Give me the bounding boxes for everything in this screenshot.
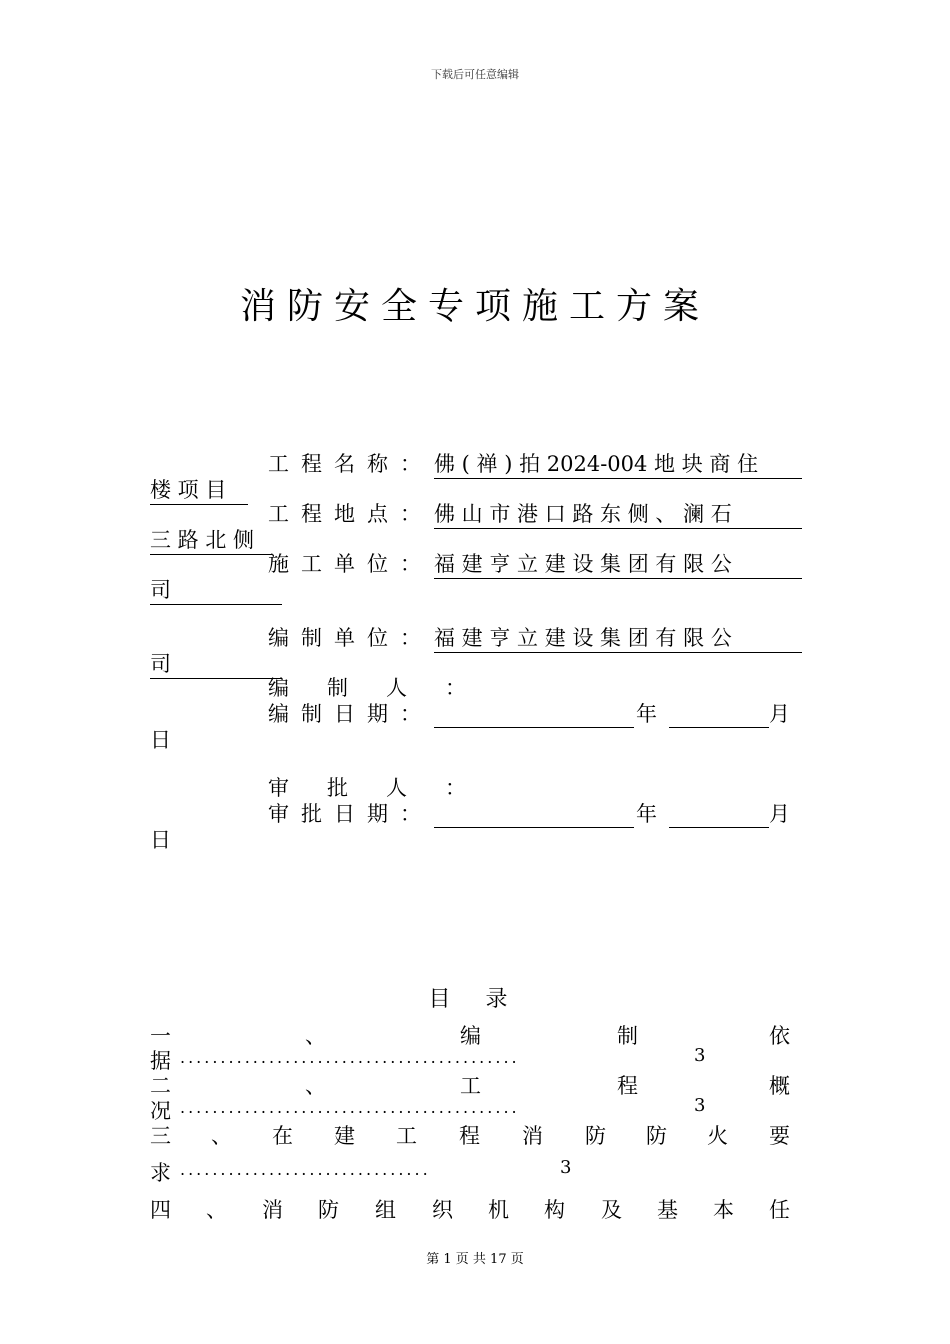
toc-page-number: 3	[560, 1157, 572, 1178]
label-text: 编制日期：	[268, 702, 433, 726]
approve-year-blank	[434, 805, 634, 828]
label-text: 编制人：	[268, 676, 504, 700]
compiling-unit-value: 福 建 亨 立 建 设 集 团 有 限 公	[434, 622, 802, 653]
toc-char: 要	[769, 1124, 790, 1148]
toc-char: 任	[769, 1198, 790, 1222]
toc-char: 防	[585, 1124, 606, 1148]
toc-char: 消	[522, 1124, 543, 1148]
toc-char: 基	[657, 1198, 678, 1222]
toc-char: 四	[150, 1198, 171, 1222]
project-name-continuation: 楼 项 目	[150, 474, 248, 505]
toc-char: 防	[646, 1124, 667, 1148]
toc-char: 概	[769, 1074, 790, 1098]
toc-char: 、	[206, 1198, 227, 1222]
toc-page-number: 3	[694, 1045, 706, 1066]
project-site-continuation: 三 路 北 侧	[150, 524, 272, 555]
label-text: 审批人：	[268, 776, 504, 800]
toc-char: 在	[272, 1124, 293, 1148]
toc-char: 、	[305, 1074, 326, 1098]
construction-unit-value: 福 建 亨 立 建 设 集 团 有 限 公	[434, 548, 802, 579]
toc-char: 织	[432, 1198, 453, 1222]
toc-continuation: 据	[150, 1049, 171, 1073]
label-text: 审批日期：	[268, 802, 433, 826]
toc-char: 组	[375, 1198, 396, 1222]
approve-date-value	[434, 798, 802, 828]
toc-page-number: 3	[694, 1095, 706, 1116]
toc-title: 目 录	[428, 987, 522, 1012]
toc-char: 及	[601, 1198, 622, 1222]
year-label: 年	[636, 702, 657, 726]
construction-unit-continuation: 司	[150, 574, 282, 605]
toc-leader-dots: ...............................	[180, 1160, 431, 1179]
toc-char: 工	[460, 1074, 481, 1098]
toc-char: 消	[262, 1198, 283, 1222]
toc-char: 、	[305, 1024, 326, 1048]
toc-continuation: 求	[150, 1161, 171, 1185]
toc-continuation: 况	[150, 1099, 171, 1123]
month-label: 月	[769, 702, 790, 726]
toc-char: 本	[713, 1198, 734, 1222]
toc-char: 构	[544, 1198, 565, 1222]
toc-char: 依	[769, 1024, 790, 1048]
label-text: 工程名称：	[268, 452, 433, 476]
toc-char: 工	[396, 1124, 417, 1148]
page-footer: 第 1 页 共 17 页	[426, 1252, 524, 1267]
label-text: 编制单位：	[268, 626, 433, 650]
toc-leader-dots: ..........................................	[180, 1048, 520, 1067]
toc-char: 二	[150, 1074, 171, 1098]
project-name-value: 佛 ( 禅 ) 拍 2024-004 地 块 商 住	[434, 448, 802, 479]
compile-day-label: 日	[150, 728, 171, 752]
label-text: 施工单位：	[268, 552, 433, 576]
document-title: 消防安全专项施工方案	[239, 286, 710, 327]
label-text: 工程地点：	[268, 502, 433, 526]
compiling-unit-continuation: 司	[150, 648, 282, 679]
approve-month-blank	[669, 805, 769, 828]
toc-char: 防	[318, 1198, 339, 1222]
toc-leader-dots: ..........................................	[180, 1098, 520, 1117]
toc-char: 程	[459, 1124, 480, 1148]
project-site-value: 佛 山 市 港 口 路 东 侧 、 澜 石	[434, 498, 802, 529]
toc-char: 一	[150, 1024, 171, 1048]
approve-day-label: 日	[150, 828, 171, 852]
toc-char: 编	[460, 1024, 481, 1048]
toc-char: 程	[617, 1074, 638, 1098]
compile-month-blank	[669, 705, 769, 728]
toc-char: 制	[617, 1024, 638, 1048]
toc-char: 建	[334, 1124, 355, 1148]
year-label: 年	[636, 802, 657, 826]
header-note: 下载后可任意编辑	[431, 68, 519, 81]
toc-char: 三	[150, 1124, 171, 1148]
toc-char: 、	[211, 1124, 232, 1148]
toc-char: 火	[707, 1124, 728, 1148]
compile-date-value	[434, 698, 802, 728]
toc-char: 机	[488, 1198, 509, 1222]
month-label: 月	[769, 802, 790, 826]
compile-year-blank	[434, 705, 634, 728]
